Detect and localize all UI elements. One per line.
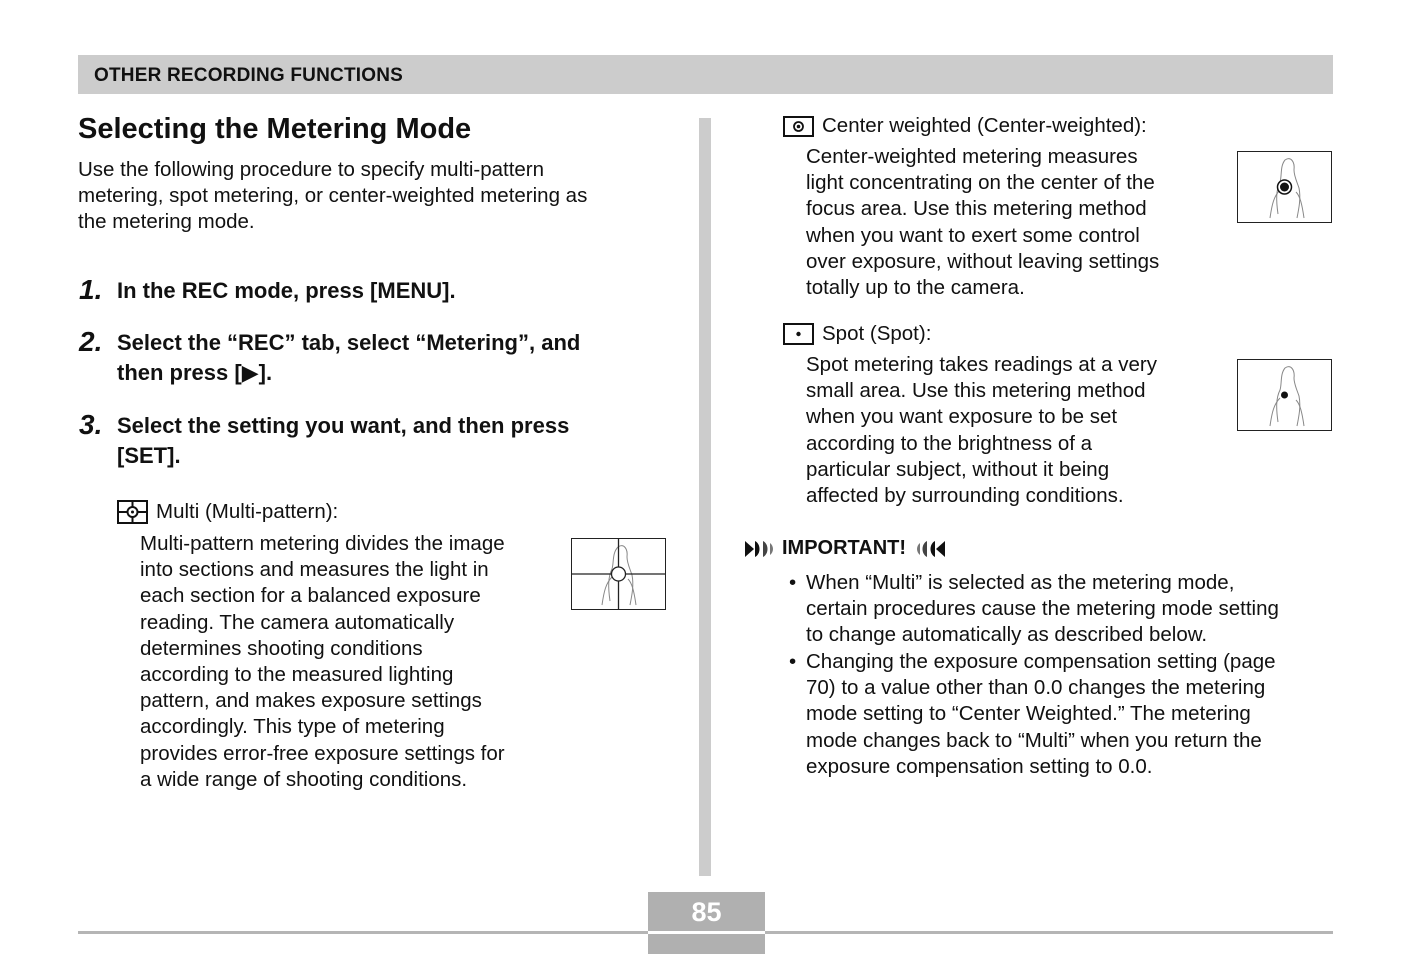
desc-line: Spot metering takes readings at a very bbox=[806, 353, 1157, 376]
spot-metering-icon bbox=[783, 323, 814, 345]
page-number-box bbox=[648, 892, 765, 954]
bullet-line: to change automatically as described below. bbox=[806, 623, 1208, 647]
spot-heading bbox=[783, 322, 931, 346]
important-notice-heading bbox=[744, 537, 946, 560]
step-line: Select the setting you want, and then press bbox=[117, 413, 570, 438]
multi-pattern-illustration bbox=[571, 538, 666, 610]
desc-line: reading. The camera automatically bbox=[140, 610, 455, 634]
desc-line: provides error-free exposure settings for bbox=[140, 741, 505, 765]
step-line: [SET]. bbox=[117, 442, 181, 468]
section-header-bar bbox=[78, 55, 1333, 94]
desc-line: affected by surrounding conditions. bbox=[806, 484, 1124, 508]
intro-line: metering, spot metering, or center-weighted metering as bbox=[78, 184, 588, 208]
intro-line: Use the following procedure to specify multi-pattern bbox=[78, 158, 545, 181]
desc-line: focus area. Use this metering method bbox=[806, 197, 1147, 221]
multi-pattern-metering-icon bbox=[117, 500, 148, 524]
desc-line: according to the measured lighting bbox=[140, 663, 454, 687]
desc-line: Multi-pattern metering divides the image bbox=[140, 532, 505, 555]
bullet-line: When “Multi” is selected as the metering mode, bbox=[806, 571, 1235, 594]
important-left-marker-icon bbox=[744, 540, 776, 558]
desc-line: totally up to the camera. bbox=[806, 276, 1025, 300]
desc-line: each section for a balanced exposure bbox=[140, 584, 481, 608]
desc-line: a wide range of shooting conditions. bbox=[140, 767, 468, 791]
multi-mode-heading bbox=[117, 500, 338, 524]
page-number-gap bbox=[648, 931, 765, 934]
desc-line: when you want to exert some control bbox=[806, 223, 1140, 247]
multi-mode-label: Multi (Multi-pattern): bbox=[156, 500, 339, 523]
spot-description bbox=[806, 352, 1226, 509]
spot-label: Spot (Spot): bbox=[822, 322, 932, 345]
center-weighted-metering-icon bbox=[783, 116, 814, 137]
bullet-line: certain procedures cause the metering mode setting bbox=[806, 597, 1279, 621]
important-bullet bbox=[789, 649, 1334, 780]
page-number: 85 bbox=[691, 897, 722, 927]
desc-line: particular subject, without it being bbox=[806, 457, 1110, 481]
desc-line: into sections and measures the light in bbox=[140, 558, 489, 582]
step-number: 3. bbox=[79, 409, 103, 440]
center-weighted-illustration bbox=[1237, 151, 1332, 223]
intro-line: the metering mode. bbox=[78, 210, 255, 234]
step-number: 1. bbox=[79, 274, 103, 305]
step-text bbox=[117, 276, 677, 306]
step-line: In the REC mode, press [MENU]. bbox=[117, 278, 456, 303]
desc-line: pattern, and makes exposure settings bbox=[140, 689, 482, 713]
step-number: 2. bbox=[79, 326, 103, 357]
step-line: Select the “REC” tab, select “Metering”, and bbox=[117, 330, 581, 355]
step-line: then press [▶]. bbox=[117, 359, 273, 385]
intro-paragraph bbox=[78, 157, 678, 236]
bullet-line: Changing the exposure compensation setting (page bbox=[806, 650, 1276, 673]
desc-line: accordingly. This type of metering bbox=[140, 715, 445, 739]
center-weighted-heading bbox=[783, 114, 1147, 138]
center-weighted-label: Center weighted (Center-weighted): bbox=[822, 114, 1147, 137]
desc-line: over exposure, without leaving settings bbox=[806, 249, 1160, 273]
important-bullet bbox=[789, 570, 1334, 649]
desc-line: determines shooting conditions bbox=[140, 636, 423, 660]
step-text bbox=[117, 328, 687, 387]
important-label: IMPORTANT! bbox=[782, 537, 907, 559]
bullet-mark: • bbox=[789, 650, 797, 673]
bullet-line: 70) to a value other than 0.0 changes the metering bbox=[806, 676, 1266, 700]
bullet-line: mode setting to “Center Weighted.” The metering bbox=[806, 702, 1251, 726]
important-right-marker-icon bbox=[914, 540, 946, 558]
desc-line: according to the brightness of a bbox=[806, 431, 1093, 455]
column-divider bbox=[699, 118, 711, 876]
bullet-mark: • bbox=[789, 571, 797, 594]
bullet-text bbox=[806, 649, 1334, 780]
desc-line: small area. Use this metering method bbox=[806, 379, 1146, 403]
page-title: Selecting the Metering Mode bbox=[78, 113, 472, 145]
bullet-line: mode changes back to “Multi” when you return the bbox=[806, 728, 1262, 752]
desc-line: light concentrating on the center of the bbox=[806, 171, 1155, 195]
bullet-line: exposure compensation setting to 0.0. bbox=[806, 754, 1153, 778]
center-weighted-description bbox=[806, 144, 1226, 301]
step-text bbox=[117, 411, 677, 470]
multi-mode-description bbox=[140, 531, 560, 793]
desc-line: when you want exposure to be set bbox=[806, 405, 1118, 429]
desc-line: Center-weighted metering measures bbox=[806, 145, 1138, 168]
section-title: OTHER RECORDING FUNCTIONS bbox=[94, 65, 403, 86]
spot-illustration bbox=[1237, 359, 1332, 431]
bullet-text bbox=[806, 570, 1334, 649]
